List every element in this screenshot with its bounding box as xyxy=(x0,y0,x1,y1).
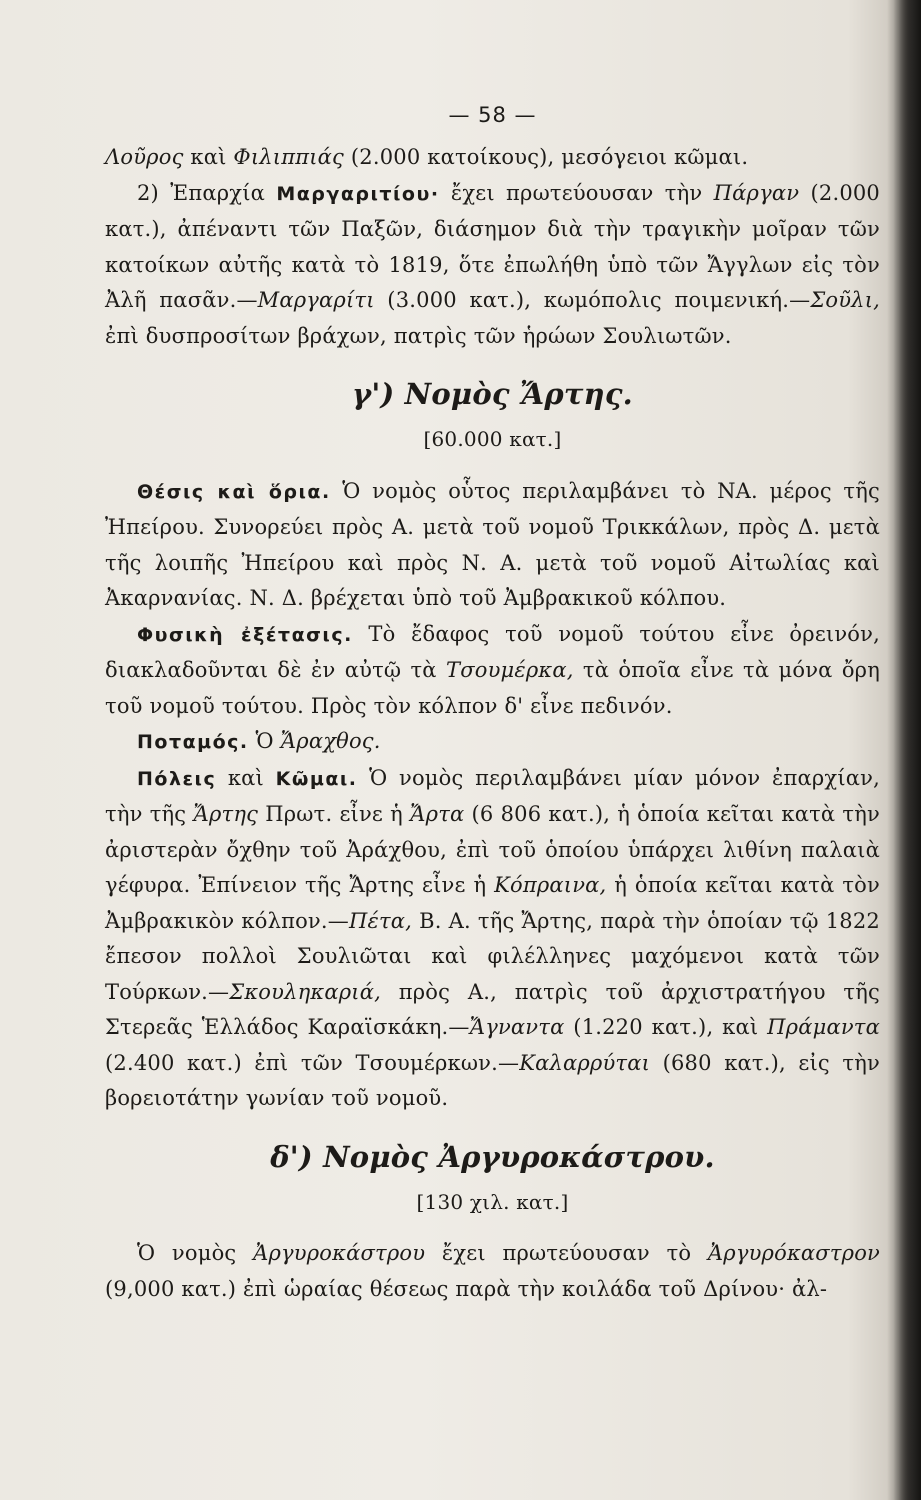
text-run: (2.400 κατ.) ἐπὶ τῶν Τσουμέρκων.— xyxy=(105,1050,520,1075)
place-name: Κόπραινα, xyxy=(494,873,607,897)
paragraph-potamos xyxy=(105,724,880,761)
province-name: Μαργαριτίου· xyxy=(276,182,440,205)
subsection-title: Κῶμαι. xyxy=(275,767,358,790)
text-run: (680 κατ.), εἰς τὴν βορειοτάτην γωνίαν τοῦ νομοῦ. xyxy=(105,1050,880,1110)
text-run: (2.000 κατοίκους), μεσόγειοι κῶμαι. xyxy=(344,145,749,169)
text-run: ἐπὶ δυσπροσίτων βράχων, πατρὶς τῶν ἡρώων Σουλιωτῶν. xyxy=(105,323,732,348)
place-name: Φιλιππιάς xyxy=(233,145,344,169)
section-heading-argyrokastro: δ') Νομὸς Ἀργυροκάστρου. xyxy=(270,1139,715,1174)
paragraph-margaritiou xyxy=(105,176,880,355)
text-run: (9,000 κατ.) ἐπὶ ὡραίας θέσεως παρὰ τὴν κοιλάδα τοῦ Δρίνου· ἀλ- xyxy=(105,1276,828,1301)
book-spine-shadow xyxy=(887,0,921,1500)
text-run: Ὁ νομὸς xyxy=(137,1241,254,1265)
subsection-title: Φυσικὴ ἐξέτασις. xyxy=(137,623,353,646)
subsection-title: Πόλεις xyxy=(137,767,217,790)
place-name: Σκουληκαριά, xyxy=(229,979,381,1004)
section-population-arta: [60.000 κατ.] xyxy=(423,427,562,451)
text-run: ἔχει πρωτεύουσαν τὴν xyxy=(439,180,714,205)
subsection-title: Ποταμός. xyxy=(137,731,249,753)
place-name: Καλαρρύται xyxy=(519,1050,651,1075)
place-name: Τσουμέρκα, xyxy=(445,658,574,682)
section-population-argyrokastro: [130 χιλ. κατ.] xyxy=(416,1189,569,1214)
paragraph-argyrokastro xyxy=(105,1236,880,1307)
page-content xyxy=(105,100,880,1307)
text-run: ἡ ὁποία κεῖται κατὰ τὸν Ἀμβρακικὸν κόλπον.— xyxy=(105,873,880,933)
text-run: Ὁ xyxy=(248,729,281,753)
text-run: τὰ ὁποῖα εἶνε τὰ μόνα ὄρη τοῦ νομοῦ τούτου. Πρὸς τὸν κόλπον δ' εἶνε πεδινόν. xyxy=(105,658,881,718)
text-run: (2.000 κατ.), ἀπέναντι τῶν Παξῶν, διάσημον διὰ τὴν τραγικὴν μοῖραν τῶν κατοίκων αὐτῆς κατὰ τὸ 1819, ὅτε ἐπωλήθη ὑπὸ τῶν Ἄγγλων εἰς τὸν Ἀλῆ πασᾶν.— xyxy=(105,180,880,312)
place-name: Πέτα, xyxy=(348,908,413,933)
text-run: Ὁ νομὸς περιλαμβάνει μίαν μόνον ἐπαρχίαν, τὴν τῆς xyxy=(105,765,880,826)
paragraph-physiki-exetasis xyxy=(105,617,880,725)
paragraph-poleis-komai xyxy=(105,761,880,1117)
text-run: Β. Α. τῆς Ἄρτης, παρὰ τὴν ὁποίαν τῷ 1822 ἔπεσον πολλοὶ Σουλιῶται καὶ φιλέλληνες μαχόμενοι κατὰ τῶν Τούρκων.— xyxy=(105,908,880,1004)
text-run: καὶ xyxy=(216,765,276,790)
place-name: Ἄρτα xyxy=(410,802,465,826)
place-name: Σοῦλι, xyxy=(810,288,881,312)
text-run: Πρωτ. εἶνε ἡ xyxy=(258,802,411,826)
place-name: Λοῦρος xyxy=(105,145,184,169)
paragraph-lourou xyxy=(105,140,880,176)
text-run: πρὸς Α., πατρὶς τοῦ ἀρχιστρατήγου τῆς Στερεᾶς Ἑλλάδος Καραϊσκάκη.— xyxy=(105,979,880,1039)
place-name: Πράμαντα xyxy=(767,1015,880,1039)
page-number: — 58 — xyxy=(448,103,537,127)
place-name: Πάργαν xyxy=(713,180,800,205)
place-name: Ἀργυρόκαστρον xyxy=(707,1241,880,1265)
text-run: καὶ xyxy=(183,145,234,169)
text-run: Ὁ νομὸς οὗτος περιλαμβάνει τὸ ΝΑ. μέρος τῆς Ἠπείρου. Συνορεύει πρὸς Α. μετὰ τοῦ νομοῦ Τρικκάλων, πρὸς Δ. μετὰ τῆς λοιπῆς Ἠπείρου καὶ πρὸς Ν. Α. μετὰ τοῦ νομοῦ Αἰτωλίας καὶ Ἀκαρνανίας. Ν. Δ. βρέχεται ὑπὸ τοῦ Ἀμβρακικοῦ κόλπου. xyxy=(105,478,880,610)
text-run: (3.000 κατ.), κωμόπολις ποιμενική.— xyxy=(374,288,811,312)
text-run: 2) Ἐπαρχία xyxy=(137,180,277,205)
subsection-title: Θέσις καὶ ὅρια. xyxy=(137,480,331,503)
place-name: Ἄγναντα xyxy=(469,1015,565,1039)
place-name: Ἀργυροκάστρου xyxy=(253,1241,426,1265)
place-name: Ἄρτης xyxy=(193,802,259,826)
text-run: (1.220 κατ.), καὶ xyxy=(564,1015,768,1039)
place-name: Μαργαρίτι xyxy=(257,288,375,312)
text-run: (6 806 κατ.), ἡ ὁποία κεῖται κατὰ τὴν ἀριστερὰν ὄχθην τοῦ Ἀράχθου, ἐπὶ τοῦ ὁποίου ὑπάρχει λιθίνη παλαιὰ γέφυρα. Ἐπίνειον τῆς Ἄρτης εἶνε ἡ xyxy=(105,802,880,897)
section-heading-arta: γ') Νομὸς Ἄρτης. xyxy=(352,377,633,411)
text-run: Τὸ ἔδαφος τοῦ νομοῦ τούτου εἶνε ὀρεινόν, διακλαδοῦνται δὲ ἐν αὐτῷ τὰ xyxy=(105,621,880,682)
text-run: ἔχει πρωτεύουσαν τὸ xyxy=(425,1241,708,1265)
paragraph-thesis-oria xyxy=(105,474,880,617)
place-name: Ἄραχθος. xyxy=(280,729,381,753)
